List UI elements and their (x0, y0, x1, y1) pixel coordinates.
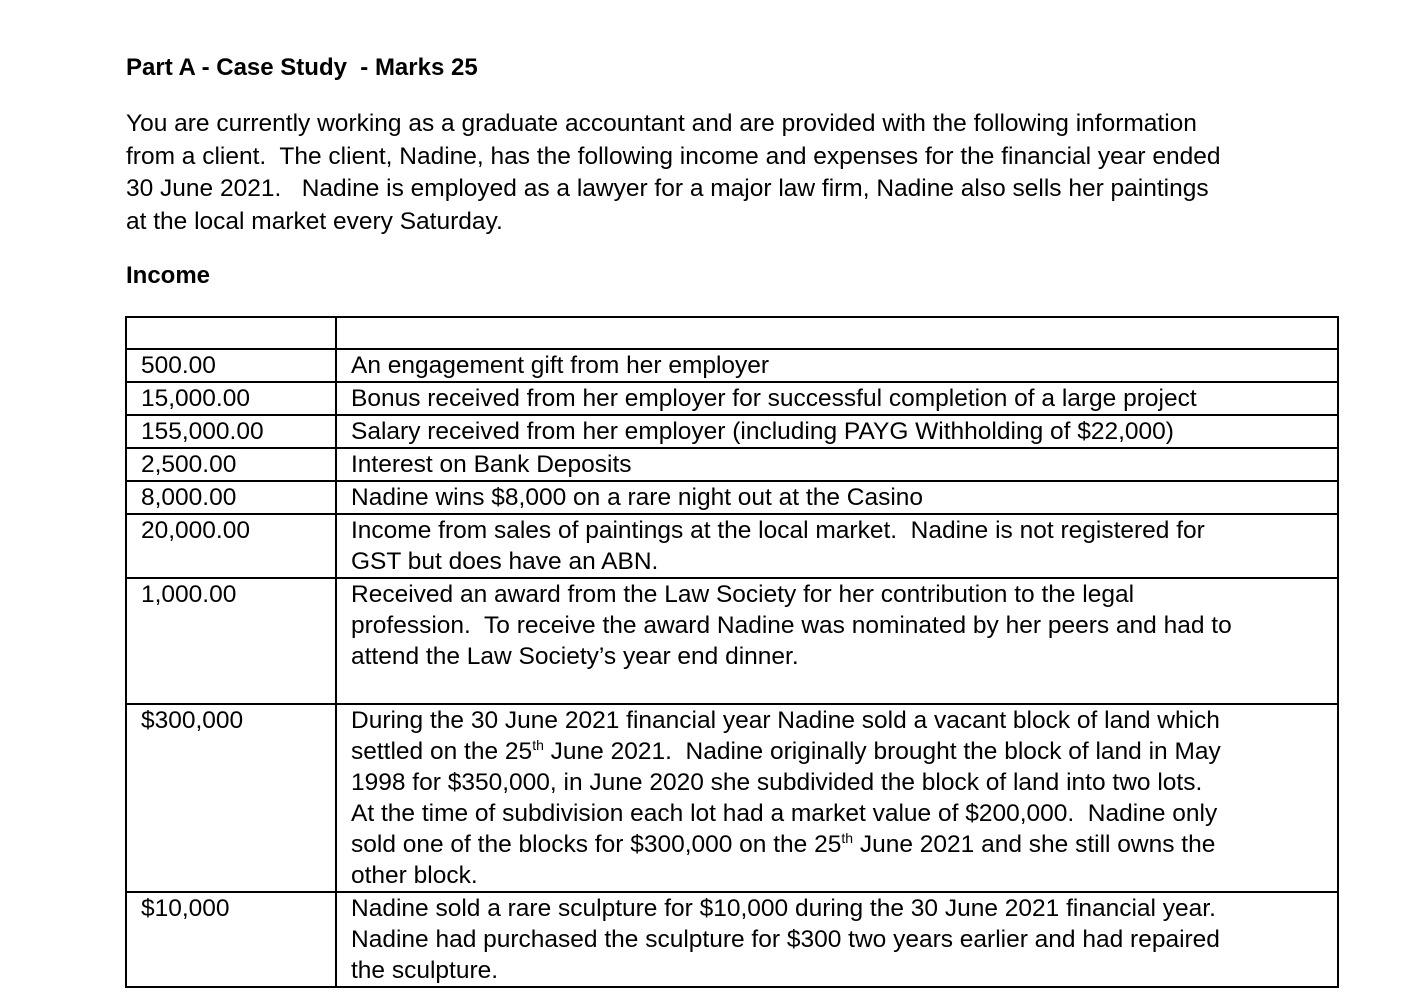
amount-cell: $300,000 (126, 704, 336, 892)
table-row (126, 415, 1338, 448)
description-cell (336, 514, 1338, 578)
description-cell (336, 892, 1338, 987)
income-table (125, 316, 1339, 988)
description-line: Salary received from her employer (including PAYG Withholding of $22,000) (351, 418, 1174, 445)
description-line: Interest on Bank Deposits (351, 451, 632, 478)
description-line: settled on the 25th June 2021. Nadine originally brought the block of land in May (351, 736, 1221, 765)
table-row (126, 481, 1338, 514)
amount-cell: $10,000 (126, 892, 336, 987)
table-header-row (126, 317, 1338, 349)
amount-cell: 155,000.00 (126, 415, 336, 448)
blank-line (351, 672, 1331, 703)
intro-line: 30 June 2021. Nadine is employed as a lawyer for a major law firm, Nadine also sells her paintings (126, 175, 1209, 202)
table-row (126, 892, 1338, 987)
intro-line: from a client. The client, Nadine, has the following income and expenses for the financial year ended (126, 142, 1221, 170)
description-cell (336, 382, 1338, 415)
description-cell (336, 415, 1338, 448)
description-cell (336, 578, 1338, 704)
description-line: Nadine had purchased the sculpture for $300 two years earlier and had repaired (351, 926, 1220, 953)
description-line: During the 30 June 2021 financial year Nadine sold a vacant block of land which (351, 707, 1220, 734)
table-row (126, 704, 1338, 892)
description-cell (336, 704, 1338, 892)
table-row (126, 448, 1338, 481)
description-line: GST but does have an ABN. (351, 548, 659, 575)
intro-paragraph (126, 108, 1356, 238)
description-line: An engagement gift from her employer (351, 352, 770, 379)
amount-cell: 2,500.00 (126, 448, 336, 481)
description-line: 1998 for $350,000, in June 2020 she subdivided the block of land into two lots. (351, 769, 1203, 796)
header-cell-description (336, 317, 1338, 349)
description-line: Bonus received from her employer for successful completion of a large project (351, 385, 1197, 412)
description-line: Nadine wins $8,000 on a rare night out at the Casino (351, 484, 924, 511)
description-cell (336, 448, 1338, 481)
description-line: the sculpture. (351, 957, 499, 984)
table-row (126, 578, 1338, 704)
description-line: attend the Law Society’s year end dinner. (351, 643, 799, 670)
amount-cell: 15,000.00 (126, 382, 336, 415)
description-line: profession. To receive the award Nadine was nominated by her peers and had to (351, 612, 1232, 639)
description-cell (336, 349, 1338, 382)
description-line: other block. (351, 862, 478, 889)
amount-cell: 8,000.00 (126, 481, 336, 514)
description-cell (336, 481, 1338, 514)
header-cell-amount (126, 317, 336, 349)
section-heading-income: Income (126, 262, 211, 289)
description-line: At the time of subdivision each lot had a market value of $200,000. Nadine only (351, 800, 1218, 827)
description-line: Nadine sold a rare sculpture for $10,000 during the 30 June 2021 financial year. (351, 895, 1216, 922)
amount-cell: 1,000.00 (126, 578, 336, 704)
intro-line: at the local market every Saturday. (126, 207, 503, 235)
amount-cell: 500.00 (126, 349, 336, 382)
table-row (126, 382, 1338, 415)
description-line: sold one of the blocks for $300,000 on the 25th June 2021 and she still owns the (351, 829, 1216, 858)
description-line: Received an award from the Law Society for her contribution to the legal (351, 581, 1135, 608)
page-title: Part A - Case Study - Marks 25 (126, 54, 478, 81)
amount-cell: 20,000.00 (126, 514, 336, 578)
intro-line: You are currently working as a graduate accountant and are provided with the following information (126, 110, 1197, 137)
description-line: Income from sales of paintings at the local market. Nadine is not registered for (351, 517, 1205, 544)
table-row (126, 349, 1338, 382)
table-row (126, 514, 1338, 578)
